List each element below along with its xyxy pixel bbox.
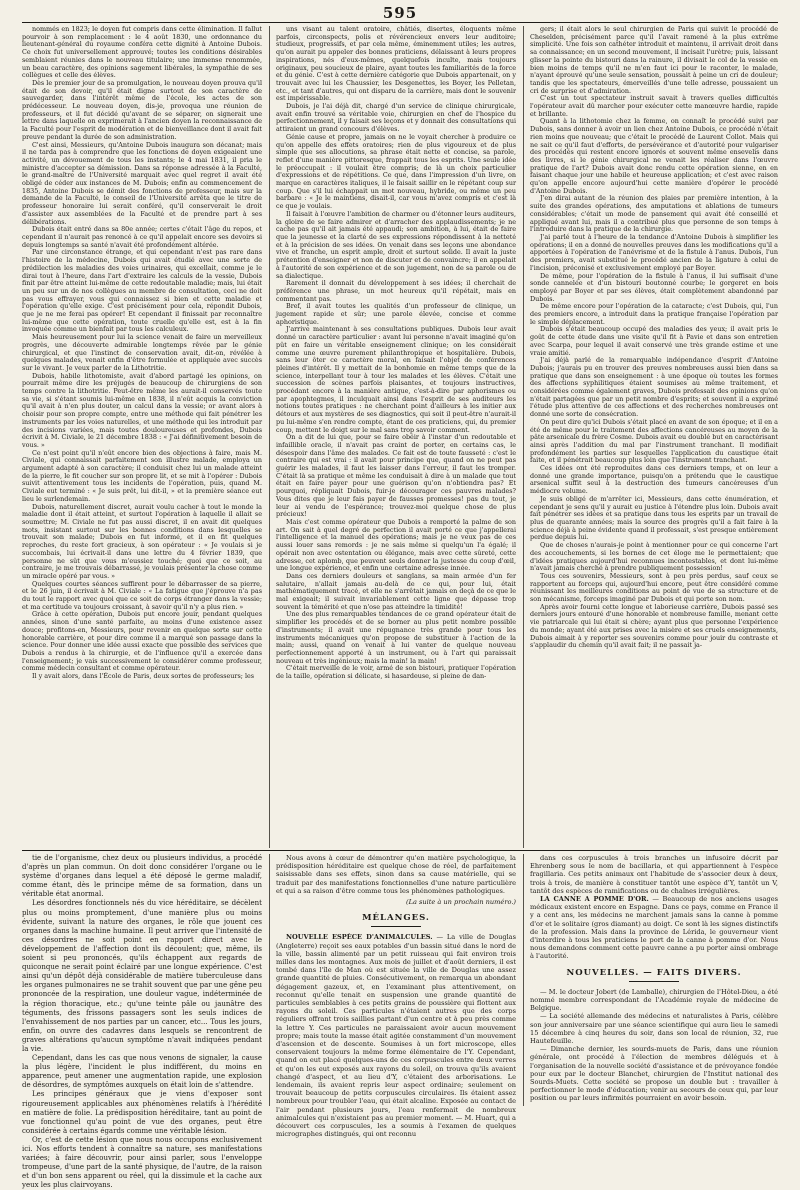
article-paragraph bbox=[530, 895, 778, 961]
article-paragraph: De même encore pour l'opération de la cataracte; c'est Dubois, qui, l'un des premiers encore, a introduit dans la pratique française l'opération par le simple déplacement. bbox=[530, 302, 778, 326]
article-paragraph: Ce n'est point qu'il n'eût encore bien des objections à faire, mais M. Civiale, qui connaissait parfaitement son illustre malade, employa un argument adapté à son caractère; il conduisit chez lui un malade atteint de la pierre, le fit coucher sur son propre lit, et se mit à l'opérer : Dubois suivit attentivement tous les incidents de l'opération, puis, quand M. Civiale eut terminé : « Je suis prêt, lui dit-il, » et la première séance eut lieu le surlendemain. bbox=[22, 448, 262, 503]
article-paragraph: J'ai déjà parlé de la remarquable indépendance d'esprit d'Antoine Dubois; j'aurais pu en trouver des preuves nombreuses aussi bien dans sa pratique que dans son enseignement : à une époque où toutes les formes des affections syphilitiques étaient soumises au même traitement, et considérées comme également graves, Dubois professait des opinions qu'on n'était partagées que par un petit nombre d'esprits; et souvent il a exprimé l'étude plus attentive de ces affections et des recherches nombreuses ont donné une sorte de consécration. bbox=[530, 356, 778, 419]
article-paragraph: Que de choses n'aurais-je point à mentionner pour ce qui concerne l'art des accouchements, si les bornes de cet éloge me le permettaient; que d'idées pratiques aujourd'hui reconnues incontestables, et dont lui-même n'avait jamais cherché à prendre publiquement possession! bbox=[530, 541, 778, 573]
top-rule bbox=[22, 22, 778, 23]
article-paragraph bbox=[276, 933, 516, 1138]
section-heading-nouvelles: NOUVELLES. — FAITS DIVERS. bbox=[566, 967, 742, 978]
article-paragraph: Dans ces derniers douleurs et sanglans, sa main armée d'un fer salutaire, n'allait jamais au-delà de ce qui, pour lui, était mathématiquement tracé, et elle ne s'arrêtait jamais en deçà de ce que le mal exigeait; il suivait invariablement cette ligne que dépasse trop souvent la témérité et que n'ose pas atteindre la timidité! bbox=[276, 571, 516, 611]
article-paragraph: J'ai parlé tout à l'heure de la tendance d'Antoine Dubois à simplifier les opérations; il en a donné de nouvelles preuves dans les modifications qu'il a apportées à l'opération de l'anévrisme et de la fistule à l'anus. Dubois, l'un des premiers, avait substitué le procédé ancien de la ligature à celui de l'incision, préconisé et exclusivement employé par Boyer. bbox=[530, 232, 778, 272]
article-paragraph: C'est ainsi, Messieurs, qu'Antoine Dubois inaugura son décanat; mais il ne tarda pas à comprendre que les fonctions de doyen exigeaient une activité, un dévouement de tous les instants; le 4 mai 1831, il pria le ministre d'accepter sa démission. Dans sa réponse adressée à la Faculté, le grand-maître de l'Université marquait avec quel regret il avait été obligé de céder aux instances de M. Dubois; enfin au commencement de 1835, Antoine Dubois se démit des fonctions de professeur, mais sur la demande de la Faculté, le conseil de l'Université arrêta que le titre de professeur honoraire lui serait conféré, qu'il conserverait le droit d'assister aux assemblées de la Faculté et de prendre part à ses délibérations. bbox=[22, 140, 262, 226]
section-rule bbox=[22, 850, 778, 851]
article-subheading: LA CANNE A POMME D'OR. bbox=[540, 895, 649, 904]
heading-rule bbox=[629, 981, 679, 982]
column-3 bbox=[530, 26, 778, 848]
column-2 bbox=[276, 26, 516, 848]
article-paragraph: On a dit de lui que, pour se faire obéir à l'instar d'un redoutable et infaillible oracle, il n'avait pas craint de porter, en certains cas, le désespoir dans l'âme des malades. Ce fait est de toute fausseté : c'est le contraire qui est vrai : il avait pour principe que, quand on ne peut pas guérir les malades, il faut les laisser dans l'erreur, il faut les tromper. C'était là sa pratique et même les conduisait à dire à un malade que tout était en faire payer pour une guérison qu'on n'obtiendra pas? Et pourquoi, répliquait Dubois, fuir-je décourager ces pauvres malades? Vous dites que je leur fais payer de fausses promesses! pas du tout, je leur ai vendu de l'espérance; trouvez-moi quelque chose de plus précieux! bbox=[276, 433, 516, 519]
article-paragraph: Rarement il donnait du développement à ses idées; il cherchait de préférence une phrase, un mot heureux qu'il répétait, mais en commentant pas. bbox=[276, 279, 516, 303]
article-paragraph: Les désordres fonctionnels nés du vice héréditaire, se décèlent plus ou moins promptement, d'une manière plus ou moins évidente, suivant la nature des organes, le rôle que jouent ces organes dans la machine humaine. Il peut arriver que l'intensité de ces désordres ne soit point en rapport direct avec le développement de l'affection dont ils découlent; que, même, ils soient si peu prononcés, qu'ils échappent aux regards de quiconque ne serait point éclairé par une longue expérience. C'est ainsi qu'un dépôt déjà considérable de matière tuberculeuse dans les organes pulmonaires ne se trahit souvent que par une gêne peu prononcée de la respiration, une douleur vague, indéterminée de la région thoracique, etc.; qu'une teinte pâle ou jaunâtre des téguments, des frissons passagers sont les seuls indices de l'envahissement de nos parties par un cancer, etc... Tous les jours, enfin, on ouvre des cadavres dans lesquels se rencontrent de graves altérations qu'aucun symptôme n'avait indiquées pendant la vie. bbox=[22, 899, 262, 1053]
article-text: — Beaucoup de nos anciens usages médicaux existent encore en Espagne. Dans ce pays, comme en France il y a cent ans, les médecins ne marchent jamais sans la canne à pomme d'or et le solitaire (gros diamant) au doigt. Ce sont là les signes distinctifs de la profession. Mais dans la province de Lérida, le gouverneur vient d'interdire à tous les praticiens le port de la canne à pomme d'or. Nous nous demandons comment cette pauvre canne a pu porter ainsi ombrage à l'autorité. bbox=[530, 895, 778, 961]
article-paragraph: dans ces corpuscules à trois branches un infusoire décrit par Ehrenberg sous le nom de bacillaria, et qui appartiennent à l'espèce fragillaria. Ces petits animaux ont l'habitude de s'associer deux à deux, trois à trois, de manière à constituer tantôt une espèce d'Y, tantôt un V, tantôt des espèces de ramifications ou de chaînes irrégulières. bbox=[530, 854, 778, 895]
article-paragraph: Il faisait à l'œuvre l'ambition de charmer ou d'étonner leurs auditeurs, la gloire de se faire admirer et d'arracher des applaudissements; je ne cache pas qu'il ait jamais été appaudi; son ambition, à lui, était de faire que la jeunesse et la clarté de ses expressions répondissent à la netteté et à la précision de ses idées. On venait dans ses leçons une abondance vive et franche, un esprit ample, droit et surtout solide. Il avait la juste prétention d'enseigner et non de discuter et de convaincre; il en appelait à l'autorité de son expérience et de son jugement, non de sa parole ou de sa dialectique. bbox=[276, 209, 516, 280]
article-paragraph: Dubois, je l'ai déjà dit, chargé d'un service de clinique chirurgicale, avait enfin trouvé sa véritable voie, chirurgien en chef de l'hospice du perfectionnement, il y faisait ses leçons et y donnait des consultations qui attiraient un grand concours d'élèves. bbox=[276, 102, 516, 134]
section-heading-melanges: MÉLANGES. bbox=[362, 913, 430, 924]
article-paragraph: Dubois était entré dans sa 80e année; certes c'était l'âge du repos, et cependant il n'aurait pas renoncé à ce qu'il appelait encore ses devoirs si depuis longtemps sa santé n'avait été profondément altérée. bbox=[22, 225, 262, 249]
article-paragraph: Mais c'est comme opérateur que Dubois a remporté la palme de son art. On sait à quel degré de perfection il avait porté ce que j'appellerai l'intelligence et la manuel des opérations; mais je ne veux pas de ces aussi louer sans remords : je ne sais même si quelqu'un l'a égalé; il opérait non avec ostentation ou élégance, mais avec cette sûreté, cette adresse, cet aplomb, que peuvent seuls donner la justesse du coup d'œil, une longue expérience, et enfin une certaine adresse innée. bbox=[276, 518, 516, 573]
article-subheading: NOUVELLE ESPÈCE D'ANIMALCULES. bbox=[286, 933, 433, 942]
article-text: — La ville de Douglas (Angleterre) reçoit ses eaux potables d'un bassin situé dans le nord de la ville, bassin alimenté par un petit ruisseau qui fait environ trois milles dans les montagnes. Aux mois de juillet et d'août derniers, il est tombé dans l'île de Man où est située la ville de Douglas une assez grande quantité de pluies. Consécutivement, on remarqua un abondant dégagement gazeux, et, en l'examinant plus attentivement, on reconnut qu'elle tenait en suspension une grande quantité de particules semblables à ces petits grains de poussière qui flottent aux rayons du soleil. Ces particules n'étaient autres que des corps réguliers offrant trois saillies partant d'un centre et à peu près comme la lettre Y. Ces particules ne paraissaient avoir aucun mouvement propre; mais toute la masse était agitée constamment d'un mouvement d'ascension et de descente. Soumises à un fort microscope, elles conservaient toujours la même forme élémentaire de l'Y. Cependant, quand on eut placé quelques-uns de ces corpuscules entre deux verres et qu'on les eut exposés aux rayons du soleil, on trouva qu'ils avaient changé d'aspect, et au lieu d'Y, c'étaient des arborisations. Le lendemain, ils avaient repris leur aspect ordinaire; seulement on trouvait beaucoup de petits corpuscules circulaires. Ils étaient assez nombreux pour troubler l'eau, qui était alcaline. Exposée au contact de l'air pendant plusieurs jours, l'eau renfermait de nombreux animalcules qui n'existaient pas au premier moment. — M. Huart, qui a découvert ces corpuscules, les a soumis à l'examen de quelques micrographes distingués, qui ont reconnu bbox=[276, 933, 516, 1139]
article-paragraph: Dubois, naturellement discret, aurait voulu cacher à tout le monde la maladie dont il était atteint, et surtout l'opération à laquelle il allait se soumettre; M. Civiale ne fut pas aussi discret, il en avait dit quelques mots, insistant surtout sur les bonnes conditions dans lesquelles se trouvait son malade; Dubois en fut informé, et il en fit quelques reproches, du reste fort gracieux, à son opérateur : « Je voulais si je succombais, lui écrivait-il dans une lettre du 4 février 1839, que personne ne sût que vous m'eussiez touché; quoi que ce soit, au contraire, je me trouvais débarrassé, je voulais présenter la chose comme un miracle opéré par vous. » bbox=[22, 502, 263, 580]
article-paragraph: C'est un tout spectateur instruit savait à travers quelles difficultés l'opérateur avait dû marcher pour exécuter cette manœuvre hardie, rapide et brillante. bbox=[530, 94, 778, 118]
article-paragraph: nommés en 1823; le doyen fut compris dans cette élimination. Il fallut pourvoir à son remplacement : le 4 août 1830, une ordonnance du lieutenant-général du royaume conféra cette dignité à Antoine Dubois. Ce choix fut universellement approuvé; toutes les conditions désirables semblaient réunies dans le nouveau titulaire; une immense renommée, un beau caractère, des opinions sagement libérales, la sympathie de ses collègues et celle des élèves. bbox=[22, 25, 262, 80]
column-1 bbox=[22, 26, 262, 848]
article-paragraph: Par une circonstance étrange, et qui cependant n'est pas rare dans l'histoire de la médecine, Dubois qui avait étudié avec une sorte de prédilection les maladies des voies urinaires, qui excellait, comme je le dirai tout à l'heure, dans l'art d'extraire les calculs de la vessie, Dubois finit par être atteint lui-même de cette redoutable maladie; mais, lui était un peu sur un de nos collègues au membre de consultation, ceci ne doit pas vous effrayer, vous qui connaissez si bien et cette maladie et l'opération qu'elle exige. C'est précisément pour cela, répondit Dubois, que je ne me ferai pas opérer! Et cependant il finissait par reconnaître lui-même que cette opération, toute cruelle qu'elle est, est à la fin invoquée comme un bienfait par tous les calculeux. bbox=[22, 248, 262, 334]
article-paragraph: Les principes généraux que je viens d'exposer sont rigoureusement applicables aux phénomènes relatifs à l'hérédité en matière de folie. La prédisposition héréditaire, tant au point de vue fonctionnel qu'au point de vue des organes, peut être considérée à certains égards comme une véritable lésion. bbox=[22, 1090, 262, 1135]
continuation-note: (La suite à un prochain numéro.) bbox=[406, 898, 516, 907]
bottom-column-2 bbox=[276, 854, 516, 1139]
article-paragraph: Il y avait alors, dans l'École de Paris, deux sortes de professeurs; les bbox=[32, 672, 255, 681]
bottom-column-3 bbox=[530, 854, 778, 1106]
article-paragraph: uns visant au talent oratoire, châtiés, disertes, éloquents même parfois, circonspects, polis et révérencieux envers leur auditoire; studieux, progressifs, et par cela même, éminemment utiles; les autres, qu'on aurait pu appeler des bonnes praticiens, délaissant à leurs propres inspirations, nés d'eux-mêmes, quelquefois inculte, mais toujours originaux, peu soucieux de plaire, ayant toutes les familiarités de la force et du génie. C'est à cette dernière catégorie que Dubois appartenait, on y trouvait avec lui les Chaussier, les Desgenettes, les Boyer, les Pelletan, etc., et tant d'autres, qui ont disparu de la carrière, mais dont le souvenir est impérissable. bbox=[276, 25, 516, 103]
article-paragraph: Or, c'est de cette lésion que nous nous occupons exclusivement ici. Nos efforts tendent à connaître sa nature, ses manifestations variées; à faire découvrir, pour ainsi parler, sous l'enveloppe trompeuse, d'une part de la santé physique, de l'autre, de la raison et d'un bon sens apparent ou réel, qui la dissimule et la cache aux yeux les plus clairvoyans. bbox=[22, 1135, 262, 1190]
heading-rule bbox=[371, 926, 421, 927]
article-paragraph: Dès le premier jour de sa promulgation, le nouveau doyen prouva qu'il était de son devoir, qu'il était digne surtout de son caractère de sauvegarder, dans l'intérêt même de l'école, les actes de son prédécesseur. Le nouveau doyen, dis-je, provoqua une réunion de professeurs, et il fut décidé qu'avant de se séparer, on signerait une lettre dans laquelle on exprimerait à l'ancien doyen la reconnaissance de la Faculté pour l'esprit de modération et de bienveillance dont il avait fait preuve pendant la durée de son administration. bbox=[22, 78, 262, 141]
column-divider bbox=[523, 26, 524, 848]
article-paragraph: Quelques courtes séances suffirent pour le débarrasser de sa pierre, et le 26 juin, il écrivait à M. Civiale : « La fatigue que j'éprouve n'a pas du tout le rapport avec quoi que ce soit de corps étranger dans la vessie; et ma certitude va toujours croissant, à savoir qu'il n'y a plus rien. » bbox=[22, 579, 262, 611]
article-paragraph: J'en dirai autant de la réunion des plaies par première intention, à la suite des grandes opérations, des amputations et ablations de tumeurs considérables; c'était un mode de pansement qui avait été conseillé et appliqué avant lui, mais il a contribué plus que personne de son temps à l'introduire dans la pratique de la chirurgie. bbox=[530, 194, 778, 234]
article-paragraph: Mais heureusement pour lui la science venait de faire un merveilleux progrès, une découverte admirable longtemps rêvée par le génie chirurgical, et que l'instinct de conservation avait, dit-on, révélée à quelques malades, venait enfin d'être formulée et appliquée avec succès sur le vivant. Je veux parler de la Lithotritie. bbox=[22, 333, 262, 372]
column-divider bbox=[523, 854, 524, 1106]
article-paragraph: Bref, il avait toutes les qualités d'un professeur de clinique, un jugement rapide et sûr; une parole élevée, concise et comme aphoristique. bbox=[276, 302, 516, 326]
article-paragraph: Dubois s'était beaucoup occupé des maladies des yeux; il avait pris le goût de cette étude dans une visite qu'il fit à Pavie et dans son entretien avec Scarpa, pour lequel il avait conservé une très grande estime et une vraie amitié. bbox=[530, 325, 778, 357]
page-number: 595 bbox=[382, 4, 418, 22]
article-paragraph: — La société allemande des médecins et naturalistes à Paris, célèbre son jour anniversaire par une séance scientifique qui aura lieu le samedi 15 décembre à cinq heures du soir, dans son local de réunion, 32, rue Hautefeuille. bbox=[530, 1012, 778, 1046]
bottom-column-1 bbox=[22, 854, 262, 1190]
article-paragraph: Ces idées ont été reproduites dans ces derniers temps, et on leur a donné une grande importance, puisqu'on a prétendu que le caustique arsenical suffit seul à la destruction des tumeurs cancéreuses d'un médiocre volume. bbox=[530, 464, 778, 496]
article-paragraph: tie de l'organisme, chez deux ou plusieurs individus, a procédé d'après un plan commun. On doit donc considérer l'organe ou le système d'organes dans lequel a été déposé le germe maladif, comme étant, dès le principe même de sa formation, dans un véritable état anormal. bbox=[22, 854, 262, 899]
article-paragraph: Une des plus remarquables tendances de ce grand opérateur était de simplifier les procédés et de se borner au plus petit nombre possible d'instruments; il avait une répugnance très grande pour tous les instruments mécaniques qu'on propose de substituer à l'action de la main; aussi, quand on venait à lui vanter de quelque nouveau perfectionnement apporté à un instrument, ou à l'art qui paraissait nouveau et très ingénieux; mais la main! la main! bbox=[276, 610, 516, 665]
column-divider bbox=[269, 26, 270, 848]
article-paragraph: gers; il était alors le seul chirurgien de Paris qui suivit le procédé de Cheselden, précisément parce qu'il l'avait ramené à la plus extrême simplicité. Une fois son cathéter introduit et maintenu, il arrivait droit dans sa connaissance; en un second mouvement, il incisait l'urètre; puis, laissant glisser la pointe du bistouri dans la rainure, il divisait le col de la vessie en bien moins de temps qu'il ne m'en faut ici pour le raconter, le malade, n'ayant éprouvé qu'une seule sensation, poussait à peine un cri de douleur; tandis que les spectateurs, émerveillés d'une telle adresse, poussaient un cri de surprise et d'admiration. bbox=[530, 25, 778, 95]
article-paragraph: Cependant, dans les cas que nous venons de signaler, la cause la plus légère, l'incident le plus indifférent, du moins en apparence, peut amener une augmentation rapide, une explosion de désordres, de symptômes auxquels on était loin de s'attendre. bbox=[22, 1054, 262, 1090]
article-paragraph: Génie cause et propre, jamais on ne le voyait chercher à produire ce qu'on appelle des effets oratoires; rien de plus vigoureux et de plus simple que ses allocutions, sa phrase était nette et concise, sa parole, reflet d'une manière pittoresque, frappait tous les esprits. Une seule idée le préoccupait : il voulait être compris; de là un choix particulier d'expressions et de répétitions. Ce que, dans l'impression d'un livre, on marque en caractères italiques, il le faisait saillir en le répétant coup sur coup. Que s'il lui échappait un mot nouveau, hybride, ou même un peu barbare : « Je le maintiens, disait-il, car vous m'avez compris et c'est là ce que je voulais. bbox=[276, 132, 516, 211]
article-paragraph: Après avoir fourni cette longue et laborieuse carrière, Dubois passé ses derniers jours entouré d'une honorable et nombreuse famille, menant cette vie patriarcale qui lui était si chère; ayant plus que personne l'expérience du monde; ayant été aux prises avec la misère et ses cruels enseignements, Dubois aimait à y reporter ses souvenirs comme pour jouir du contraste et s'applaudir du chemin qu'il avait fait; il ne passait ja- bbox=[530, 602, 778, 650]
article-paragraph: Quant à la lithotomie chez la femme, on connaît le procédé suivi par Dubois, sans donner à avoir un lien chez Antoine Dubois, ce procédé n'était rien moins que nouveau; que c'était le procédé de Laurent Collot. Mais qui ne sait ce qu'il faut d'efforts, de persévérance et d'autorité pour vulgariser des procédés qui restent encore ignorés et souvent même ensevelis dans des livres, si le génie chirurgical ne venait les réaliser dans l'œuvre pratique de l'art? Dubois avait donc rendu cette opération sienne, en en faisant chaque jour une habile et heureuse application; et c'est avec raison qu'on appelle encore aujourd'hui cette manière d'opérer le procédé d'Antoine Dubois. bbox=[530, 117, 778, 195]
article-paragraph: On peut dire qu'ici Dubois s'était placé en avant de son époque; et il en a été de même pour le traitement des affections cancéreuses au moyen de la pâte arsenicale du frère Cosme. Dubois avait eu doublé but en caractérisant ainsi après l'addition du mal par l'instrument tranchant. Il modifiait profondément les parties sur lesquelles l'application du caustique était faite, et il pénétrait beaucoup plus loin que l'instrument tranchant. bbox=[530, 417, 778, 465]
article-paragraph: J'arrive maintenant à ses consultations publiques. Dubois leur avait donné un caractère particulier : avant lui personne n'avait imaginé qu'on pût en faire un véritable enseignement clinique; on les considérait comme une œuvre purement philanthropique et hospitalière. Dubois, sans leur ôter ce caractère moral, en faisait l'objet de conférences pleines d'intérêt. Il y mettait de la bonhomie en même temps que de la science, interpellant tour à tour les malades et les élèves. C'était une succession de scènes parfois plaisantes, et toujours instructives, procédant encore à la manière antique, c'est-à-dire par aphorismes ou par apophtegmes, il inculquait ainsi dans l'esprit de ses auditeurs les notions toutes pratiques : ne cherchant point d'ailleurs à les initier aux détours et aux mystères de ses diagnostics, qui soit il peut-être n'aurait-il pu lui-même s'en rendre compte, étant de ces praticiens, qui, du premier coup, mettent le doigt sur le mal sans trop savoir comment. bbox=[276, 325, 516, 434]
article-paragraph: — M. le docteur Jobert (de Lamballe), chirurgien de l'Hôtel-Dieu, a été nommé membre correspondant de l'Académie royale de médecine de Belgique. bbox=[530, 987, 778, 1013]
article-paragraph: De même, pour l'opération de la fistule à l'anus, il lui suffisait d'une sonde cannelée et d'un bistouri boutonné courbe; le gorgeret en bois employé par Boyer et par ses élèves, était complètement abandonné par Dubois. bbox=[530, 271, 778, 303]
article-paragraph: C'était merveille de le voir, armé de son bistouri, pratiquer l'opération de la taille, opération si délicate, si hasardeuse, si pleine de dan- bbox=[276, 664, 516, 681]
article-paragraph: — Dimanche dernier, les sourds-muets de Paris, dans une réunion générale, ont procédé à l'élection de membres délégués et à l'organisation de la nouvelle société d'assistance et de prévoyance fondée pour eux par le docteur Blanchet, chirurgien de l'Institut national des Sourds-Muets. Cette société se propose un double but : travailler à perfectionner le mode d'éducation; venir au secours de ceux qui, par leur position ou par leurs infirmités pourraient en avoir besoin. bbox=[530, 1045, 778, 1103]
column-divider bbox=[269, 854, 270, 1106]
article-paragraph: Tous ces souvenirs, Messieurs, sont à peu près perdus, sauf ceux se rapportent au forceps qui, aujourd'hui encore, peut être considéré comme réunissant les meilleures conditions au point de vue de sa structure et de son mécanisme, forceps imaginé par Dubois et qui porte son nom. bbox=[530, 571, 778, 604]
article-paragraph: Nous avons à cœur de démontrer qu'en matière psychologique, la prédisposition héréditaire est quelque chose de réel, de parfaitement saisissable dans ses effets, sinon dans sa cause matérielle, qui se traduit par des manifestations fonctionnelles d'une nature particulière et qui a sa raison d'être comme tous les phénomènes pathologiques. bbox=[276, 854, 516, 895]
article-paragraph: Grâce à cette opération, Dubois put encore jouir, pendant quelques années, sinon d'une santé parfaite, au moins d'une existence assez douce; profitons-en, Messieurs, pour revenir en quelque sorte sur cette honorable carrière, et pour dire comme il a marqué son passage dans la science. Pour donner une idée aussi exacte que possible des services que Dubois a rendus à la chirurgie, et de l'influence qu'il a exercée dans l'enseignement; je vais successivement le considérer comme professeur, comme médecin consultant et comme opérateur. bbox=[22, 610, 262, 673]
article-paragraph: Je suis obligé de m'arrêter ici, Messieurs, dans cette énumération, et cependant je sens qu'il y aurait eu justice à l'étendre plus loin. Dubois avait fait pénétrer ses idées et sa pratique dans tous les esprits par un travail de plus de quarante années; mais la source des progrès qu'il a fait faire à la science déjà à peine évidente quand il professait, s'est presque entièrement perdue depuis lui. bbox=[530, 494, 778, 542]
article-paragraph: Dubois, habile lithotomiste, avait d'abord partagé les opinions, on pourrait même dire les préjugés de beaucoup de chirurgiens de son temps contre la lithotritie. Peut-être même les aurait-il conservés toute sa vie, si s'étant soumis lui-même en 1838, il n'eût acquis la conviction qu'il avait à n'en plus douter, un calcul dans la vessie; or avant alors à choisir pour son propre compte, entre une méthode qui fait pénétrer les instruments par les voies naturelles, et une méthode qui les introduit par des incisions variées, mais toutes douloureuses et profondes, Dubois écrivit à M. Civiale, le 21 décembre 1838 : « J'ai définitivement besoin de vous. » bbox=[22, 371, 262, 449]
